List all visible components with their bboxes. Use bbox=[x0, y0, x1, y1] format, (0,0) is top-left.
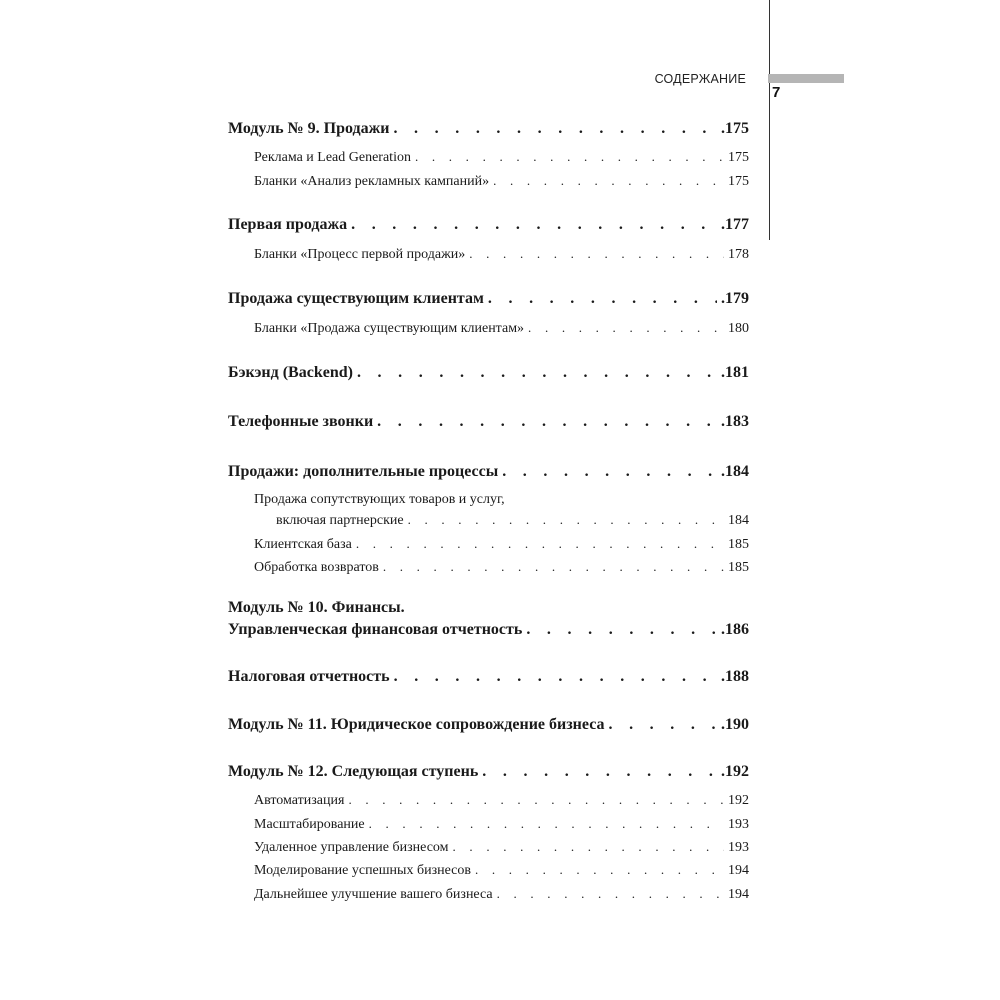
toc-subentry-related-goods-line1[interactable]: Продажа сопутствующих товаров и услуг, bbox=[254, 492, 505, 507]
dot-leader bbox=[394, 668, 717, 686]
toc-subentry-existing-clients-forms[interactable] bbox=[254, 320, 749, 337]
toc-entry-title: Автоматизация bbox=[254, 793, 345, 808]
margin-rule bbox=[769, 0, 770, 240]
toc-entry-page: .181 bbox=[721, 364, 749, 381]
toc-entry-title: Бэкэнд (Backend) bbox=[228, 364, 353, 381]
dot-leader bbox=[377, 413, 717, 431]
toc-subentry-further-improvement[interactable] bbox=[254, 886, 749, 903]
dot-leader bbox=[493, 173, 724, 189]
toc-entry-page: .179 bbox=[721, 290, 749, 307]
toc-entry-title: Удаленное управление бизнесом bbox=[254, 840, 449, 855]
toc-subentry-first-sale-forms[interactable] bbox=[254, 246, 749, 263]
toc-entry-title: Управленческая финансовая отчетность bbox=[228, 621, 523, 638]
dot-leader bbox=[475, 862, 724, 878]
toc-entry-title: Дальнейшее улучшение вашего бизнеса bbox=[254, 887, 493, 902]
toc-subentry-scaling[interactable] bbox=[254, 816, 749, 833]
dot-leader bbox=[528, 320, 724, 336]
header-bar bbox=[768, 74, 844, 83]
dot-leader bbox=[369, 816, 724, 832]
toc-entry-page: 175 bbox=[728, 150, 749, 165]
toc-subentry-lead-generation[interactable] bbox=[254, 149, 749, 166]
toc-entry-title: Модуль № 11. Юридическое сопровождение бизнеса bbox=[228, 716, 605, 733]
dot-leader bbox=[408, 512, 724, 528]
dot-leader bbox=[453, 839, 724, 855]
toc-entry-page: .184 bbox=[721, 463, 749, 480]
toc-subentry-automation[interactable] bbox=[254, 792, 749, 809]
dot-leader bbox=[348, 792, 724, 808]
toc-entry-page: .183 bbox=[721, 413, 749, 430]
toc-entry-page: 193 bbox=[728, 840, 749, 855]
toc-entry-page: 180 bbox=[728, 321, 749, 336]
toc-entry-page: 193 bbox=[728, 817, 749, 832]
toc-entry-page: .177 bbox=[721, 216, 749, 233]
toc-entry-module-10-line1[interactable]: Модуль № 10. Финансы. bbox=[228, 599, 405, 616]
toc-entry-backend[interactable] bbox=[228, 364, 749, 382]
toc-entry-title: Бланки «Продажа существующим клиентам» bbox=[254, 321, 525, 336]
toc-entry-page: .190 bbox=[721, 716, 749, 733]
toc-subentry-returns[interactable] bbox=[254, 559, 749, 576]
toc-entry-title: Клиентская база bbox=[254, 537, 352, 552]
toc-entry-page: 178 bbox=[728, 247, 749, 262]
dot-leader bbox=[482, 763, 717, 781]
toc-entry-page: .188 bbox=[721, 668, 749, 685]
dot-leader bbox=[526, 621, 717, 639]
toc-entry-title: Первая продажа bbox=[228, 216, 348, 233]
dot-leader bbox=[502, 463, 717, 481]
toc-entry-phone-calls[interactable] bbox=[228, 413, 749, 431]
toc-entry-title: Реклама и Lead Generation bbox=[254, 150, 411, 165]
toc-entry-page: .175 bbox=[721, 120, 749, 137]
toc-entry-page: 184 bbox=[728, 513, 749, 528]
toc-entry-title: Масштабирование bbox=[254, 817, 365, 832]
toc-entry-title: Моделирование успешных бизнесов bbox=[254, 863, 471, 878]
toc-entry-existing-clients[interactable] bbox=[228, 290, 749, 308]
dot-leader bbox=[488, 290, 717, 308]
toc-subentry-ad-analysis-forms[interactable] bbox=[254, 173, 749, 190]
toc-entry-title: включая партнерские bbox=[276, 513, 404, 528]
toc-entry-page: 185 bbox=[728, 560, 749, 575]
toc-entry-title: Телефонные звонки bbox=[228, 413, 374, 430]
toc-entry-page: 192 bbox=[728, 793, 749, 808]
dot-leader bbox=[356, 536, 724, 552]
toc-entry-page: 194 bbox=[728, 863, 749, 878]
toc-entry-page: .192 bbox=[721, 763, 749, 780]
dot-leader bbox=[357, 364, 717, 382]
dot-leader bbox=[469, 246, 724, 262]
dot-leader bbox=[608, 716, 717, 734]
toc-entry-first-sale[interactable] bbox=[228, 216, 749, 234]
toc-entry-module-11[interactable] bbox=[228, 716, 749, 734]
toc-entry-page: 194 bbox=[728, 887, 749, 902]
dot-leader bbox=[383, 559, 724, 575]
toc-entry-page: .186 bbox=[721, 621, 749, 638]
toc-entry-title: Бланки «Анализ рекламных кампаний» bbox=[254, 174, 490, 189]
toc-entry-title: Модуль № 12. Следующая ступень bbox=[228, 763, 479, 780]
toc-entry-title: Бланки «Процесс первой продажи» bbox=[254, 247, 466, 262]
dot-leader bbox=[393, 120, 717, 138]
toc-entry-title: Обработка возвратов bbox=[254, 560, 379, 575]
toc-subentry-related-goods[interactable] bbox=[276, 512, 749, 529]
running-header: СОДЕРЖАНИЕ bbox=[654, 72, 746, 86]
page-number: 7 bbox=[772, 84, 781, 101]
toc-entry-module-12[interactable] bbox=[228, 763, 749, 781]
toc-entry-additional-processes[interactable] bbox=[228, 463, 749, 481]
toc-entry-tax-reporting[interactable] bbox=[228, 668, 749, 686]
toc-subentry-remote-management[interactable] bbox=[254, 839, 749, 856]
toc-entry-module-9[interactable] bbox=[228, 120, 749, 138]
toc-subentry-modeling[interactable] bbox=[254, 862, 749, 879]
toc-subentry-client-base[interactable] bbox=[254, 536, 749, 553]
toc-entry-title: Модуль № 9. Продажи bbox=[228, 120, 390, 137]
dot-leader bbox=[351, 216, 717, 234]
toc-entry-title: Продажа существующим клиентам bbox=[228, 290, 484, 307]
toc-entry-title: Налоговая отчетность bbox=[228, 668, 390, 685]
toc-entry-title: Продажи: дополнительные процессы bbox=[228, 463, 499, 480]
toc-entry-module-10[interactable] bbox=[228, 621, 749, 639]
toc-entry-page: 175 bbox=[728, 174, 749, 189]
dot-leader bbox=[415, 149, 724, 165]
toc-entry-page: 185 bbox=[728, 537, 749, 552]
dot-leader bbox=[497, 886, 724, 902]
